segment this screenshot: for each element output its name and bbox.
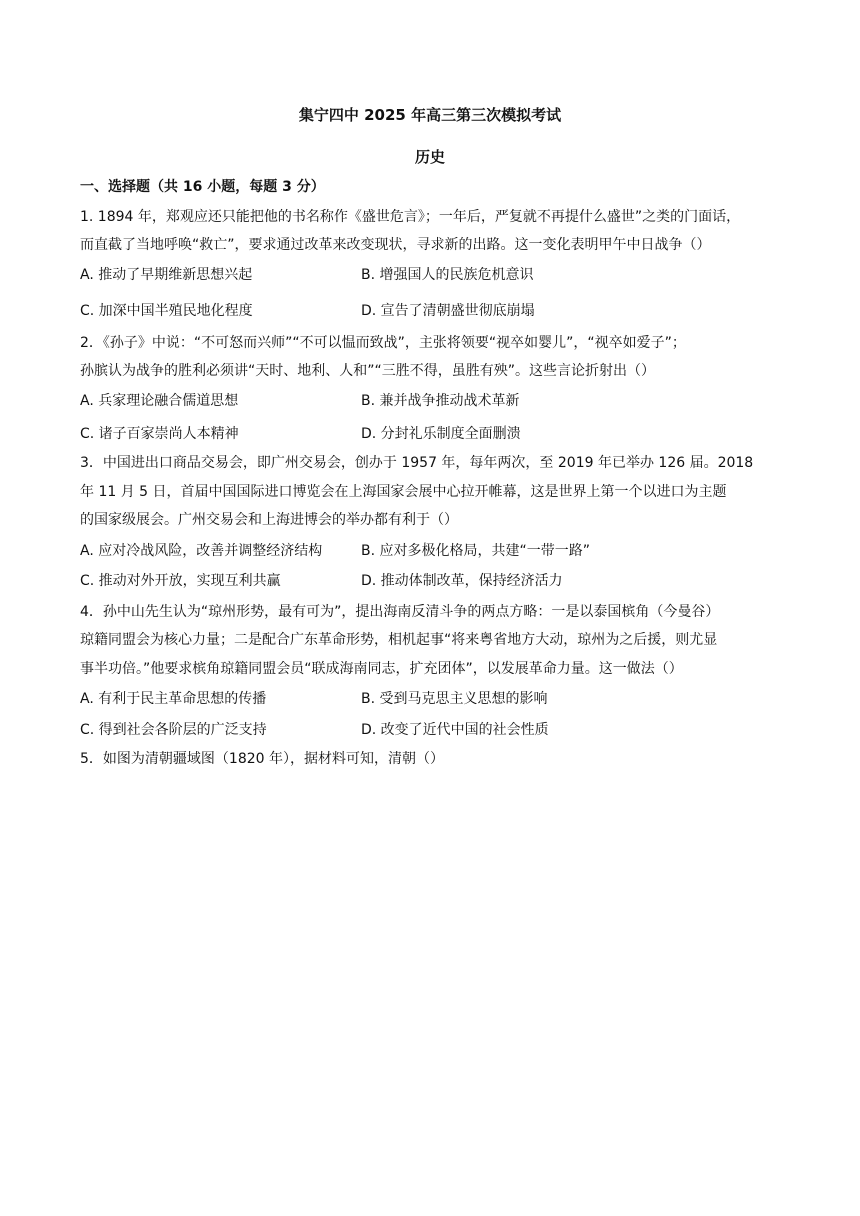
question-3-line-1: 3．中国进出口商品交易会，即广州交易会，创办于 1957 年，每年两次，至 2019 年已举办 126 届。2018 (80, 455, 754, 471)
question-3-line-3: 的国家级展会。广州交易会和上海进博会的举办都有利于（） (80, 512, 458, 528)
question-2-option-b: B. 兼并战争推动战术革新 (361, 393, 520, 409)
question-4-line-1: 4．孙中山先生认为“琼州形势，最有可为”，提出海南反清斗争的两点方略：一是以泰国槟角（今曼谷） (80, 604, 720, 620)
question-2-line-2: 孙膑认为战争的胜利必须讲“天时、地利、人和”“三胜不得，虽胜有殃”。这些言论折射出（） (80, 363, 656, 379)
question-3-option-d: D. 推动体制改革，保持经济活力 (361, 573, 563, 589)
question-1-option-c: C. 加深中国半殖民地化程度 (80, 303, 253, 319)
question-4-line-3: 事半功倍。”他要求槟角琼籍同盟会员“联成海南同志，扩充团体”，以发展革命力量。这一做法（） (80, 661, 683, 677)
question-4-option-b: B. 受到马克思主义思想的影响 (361, 691, 548, 707)
question-2-option-a: A. 兵家理论融合儒道思想 (80, 393, 239, 409)
question-2-option-c: C. 诸子百家崇尚人本精神 (80, 426, 239, 442)
question-3-option-c: C. 推动对外开放，实现互利共赢 (80, 573, 281, 589)
question-3-option-a: A. 应对冷战风险，改善并调整经济结构 (80, 543, 323, 559)
question-4-option-d: D. 改变了近代中国的社会性质 (361, 722, 549, 738)
question-1-option-b: B. 增强国人的民族危机意识 (361, 267, 534, 283)
question-4-option-a: A. 有利于民主革命思想的传播 (80, 691, 267, 707)
question-1-option-a: A. 推动了早期维新思想兴起 (80, 267, 253, 283)
exam-title: 集宁四中 2025 年高三第三次模拟考试 (298, 106, 562, 124)
question-4-line-2: 琼籍同盟会为核心力量；二是配合广东革命形势，相机起事“将来粤省地方大动，琼州为之后援，则尤显 (80, 632, 718, 648)
section-heading: 一、选择题（共 16 小题，每题 3 分） (80, 179, 325, 195)
question-1-line-2: 而直截了当地呼唤“救亡”，要求通过改革来改变现状，寻求新的出路。这一变化表明甲午中日战争（） (80, 237, 711, 253)
question-4-option-c: C. 得到社会各阶层的广泛支持 (80, 722, 267, 738)
subject-title: 历史 (414, 148, 445, 166)
question-3-line-2: 年 11 月 5 日，首届中国国际进口博览会在上海国家会展中心拉开帷幕，这是世界上第一个以进口为主题 (80, 484, 727, 500)
question-3-option-b: B. 应对多极化格局，共建“一带一路” (361, 543, 591, 559)
question-2-option-d: D. 分封礼乐制度全面删溃 (361, 426, 521, 442)
question-1-line-1: 1. 1894 年，郑观应还只能把他的书名称作《盛世危言》；一年后，严复就不再提什么盛世”之类的门面话， (80, 209, 741, 225)
question-5-line-1: 5．如图为清朝疆域图（1820 年），据材料可知，清朝（） (80, 751, 444, 767)
question-1-option-d: D. 宣告了清朝盛世彻底崩塌 (361, 303, 535, 319)
question-2-line-1: 2．《孙子》中说：“不可怒而兴师”“不可以愠而致战”，主张将领要“视卒如婴儿”，“视卒如爱子”； (80, 335, 686, 351)
